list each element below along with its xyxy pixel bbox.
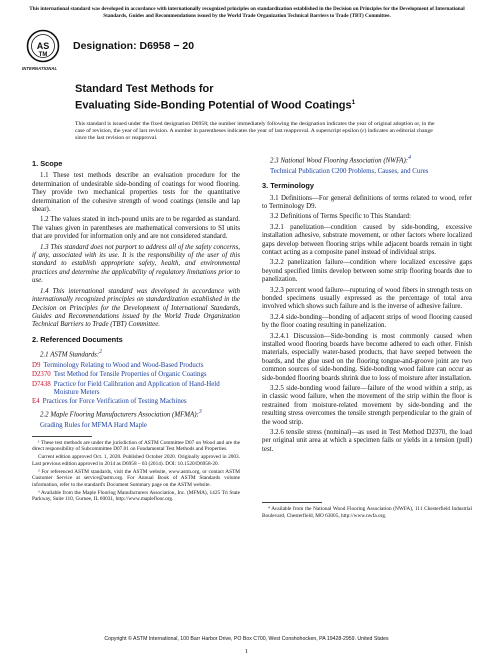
footnote-divider: [262, 502, 322, 503]
footnotes-left: [32, 440, 240, 503]
para-1-4: 1.4 This international standard was developed in accordance with internationally recognized principles on standardization established in the Decision on Principles for the Development of International Standards, Guides and Recommendations issued by the World Trade Organization Technical Barriers to Trade (TBT) Committee.: [32, 287, 240, 329]
section-heading-terminology: 3. Terminology: [262, 181, 315, 191]
right-column: [262, 154, 472, 521]
reference-title[interactable]: Terminology Relating to Wood and Wood-Based Products: [43, 361, 204, 369]
footnote-1-edition: Current edition approved Oct. 1, 2020. Published October 2020. Originally approved in 2003. Last previous edition approved in 2014 as D6958 – 03 (2014). DOI: 10.1520/D6958-20.: [32, 454, 240, 467]
reference-code[interactable]: D2370: [32, 371, 51, 379]
title-line-1: Standard Test Methods for: [75, 83, 214, 95]
reference-code[interactable]: D9: [32, 361, 41, 369]
footnote-1: ¹ These test methods are under the jurisdiction of ASTM Committee D07 on Wood and are the direct responsibility of Subcommittee D07.01 on Fundamental Test Methods and Properties.: [32, 439, 240, 453]
reference-item[interactable]: [32, 371, 240, 379]
footnote-divider: [32, 436, 92, 437]
nwfa-label: 2.3 National Wood Flooring Association (NWFA):$^4$: [270, 155, 411, 165]
para-3-2: 3.2 Definitions of Terms Specific to This Standard:: [270, 213, 411, 221]
footnote-2: ² For referenced ASTM standards, visit the ASTM website, www.astm.org, or contact ASTM Customer Service at service@astm.org. For Annual Book of ASTM Standards volume information, refer to the standard's Document Summary page on the ASTM website.: [32, 468, 240, 488]
issuance-note: This standard is issued under the fixed designation D6958; the number immediately following the designation indicates the year of original adoption or, in the case of revision, the year of last revision. A number in parentheses indicates the year of last reapproval. A superscript epsilon (ε) indicates an editorial change since the last revision or reapproval.: [75, 121, 435, 142]
title-line-2: Evaluating Side-Bonding Potential of Wood Coatings$^1$: [75, 99, 356, 112]
astm-standards-label: 2.1 ASTM Standards:$^2$: [40, 349, 103, 359]
reference-item[interactable]: [32, 381, 240, 398]
para-3-2-6: 3.2.6 tensile stress (nominal)—as used in Test Method D2370, the load per original unit area at which a specimen fails or yields in a tension (pull) test.: [262, 429, 472, 453]
para-1-1: 1.1 These test methods describe an evaluation procedure for the determination of undesirable side-bonding of coatings for wood flooring. They provide two mechanical properties tests for the quantitative determination of the cohesive strength of wood coatings (tensile and lap shear).: [32, 172, 240, 214]
para-1-2: 1.2 The values stated in inch-pound units are to be regarded as standard. The values given in parentheses are mathematical conversions to SI units that are provided for information only and are not considered standard.: [32, 216, 240, 241]
footnote-3: ³ Available from the Maple Flooring Manufacturers Association, Inc. (MFMA), 1425 Tri State Parkway, Suite 110, Gurnee, IL 60031, http://www.maplefloor.org.: [32, 489, 240, 503]
nwfa-reference[interactable]: Technical Publication C200 Problems, Causes, and Cures: [270, 167, 429, 175]
footnotes-right: [262, 506, 472, 519]
designation: Designation: D6958 − 20: [73, 40, 195, 52]
para-3-2-5: 3.2.5 side-bonding wood failure—failure of the wood within a strip, as in classic wood failure, when the movement of the strip within the floor is restrained from moisture-related movement by side-bonding and the resulting stress overcomes the tensile strength perpendicular to the grain of the wood strip.: [262, 385, 472, 426]
para-3-2-3: 3.2.3 percent wood failure—rupturing of wood fibers in strength tests on bonded specimens usually expressed as the percentage of total area involved which shows such failure and is the inverse of adhesive failure.: [262, 286, 472, 311]
reference-code[interactable]: D7438: [32, 380, 51, 388]
para-1-3: 1.3 This standard does not purport to address all of the safety concerns, if any, associated with its use. It is the responsibility of the user of this standard to establish appropriate safety, health, and environmental practices and determine the applicability of regulatory limitations prior to use.: [32, 243, 240, 285]
para-3-2-4-1: 3.2.4.1 Discussion—Side-bonding is most commonly caused when installed wood flooring boards have become adhered to each other. Finish materials, especially water-based products, that have seeped between the boards, and the glue used on the flooring tongue-and-groove joint are two common sources of side-bonding. Side-bonding wood failure can occur as side-bonded flooring boards shrink due to loss of moisture after installation.: [262, 332, 472, 382]
mfma-label: 2.2 Maple Flooring Manufacturers Association (MFMA):$^3$: [40, 408, 202, 419]
copyright-footer: Copyright © ASTM International, 100 Barr Harbor Drive, PO Box C700, West Conshohocken, PA 19428-2959. United States: [104, 636, 389, 642]
reference-title[interactable]: Practices for Force Verification of Testing Machines: [42, 398, 187, 406]
mfma-reference[interactable]: Grading Rules for MFMA Hard Maple: [40, 421, 147, 429]
footnote-4: ⁴ Available from the National Wood Flooring Association (NWFA), 111 Chesterfield Industrial Boulevard, Chesterfield, MO 63005, http://www.nwfa.org.: [262, 506, 472, 519]
reference-title[interactable]: Test Method for Tensile Properties of Organic Coatings: [53, 371, 207, 379]
left-column: [32, 154, 240, 504]
section-heading-references: 2. Referenced Documents: [32, 334, 123, 344]
astm-logo-icon: [26, 29, 60, 63]
svg-text:AS: AS: [36, 41, 50, 51]
reference-title[interactable]: Practice for Field Calibration and Application of Hand-Held Moisture Meters: [53, 380, 220, 397]
para-3-1: 3.1 Definitions—For general definitions of terms related to wood, refer to Terminology D9.: [262, 194, 472, 210]
tbt-notice: This international standard was developed in accordance with internationally recognized principles on standardization established in the Decision on Principles for the Development of International Standards, Guides and Recommendations issued by the World Trade Organization Technical Barriers to Trade (TBT) Committee.: [29, 6, 465, 19]
svg-text:TM: TM: [38, 52, 48, 58]
para-3-2-1: 3.2.1 panelization—condition caused by side-bonding, excessive installation adhesive, substrate movement, or other factors where localized gaps develop between flooring strips while adjacent boards remain in tight contact acting as a composite panel instead of individual strips.: [262, 223, 472, 256]
reference-item[interactable]: [32, 398, 240, 406]
para-3-2-4: 3.2.4 side-bonding—bonding of adjacent strips of wood flooring caused by the floor coating resulting in panelization.: [262, 313, 472, 330]
reference-item[interactable]: [32, 362, 240, 370]
title-footnote-ref[interactable]: 1: [351, 99, 356, 106]
page-number: 1: [244, 648, 249, 655]
para-3-2-2: 3.2.2 panelization failure—condition where localized excessive gaps beyond specified limits develop between some strip flooring boards due to panelization.: [262, 259, 472, 284]
logo-wordmark: INTERNATIONAL: [22, 66, 58, 71]
reference-code[interactable]: E4: [32, 398, 40, 406]
section-heading-scope: 1. Scope: [32, 159, 63, 168]
document-title: [75, 83, 455, 113]
